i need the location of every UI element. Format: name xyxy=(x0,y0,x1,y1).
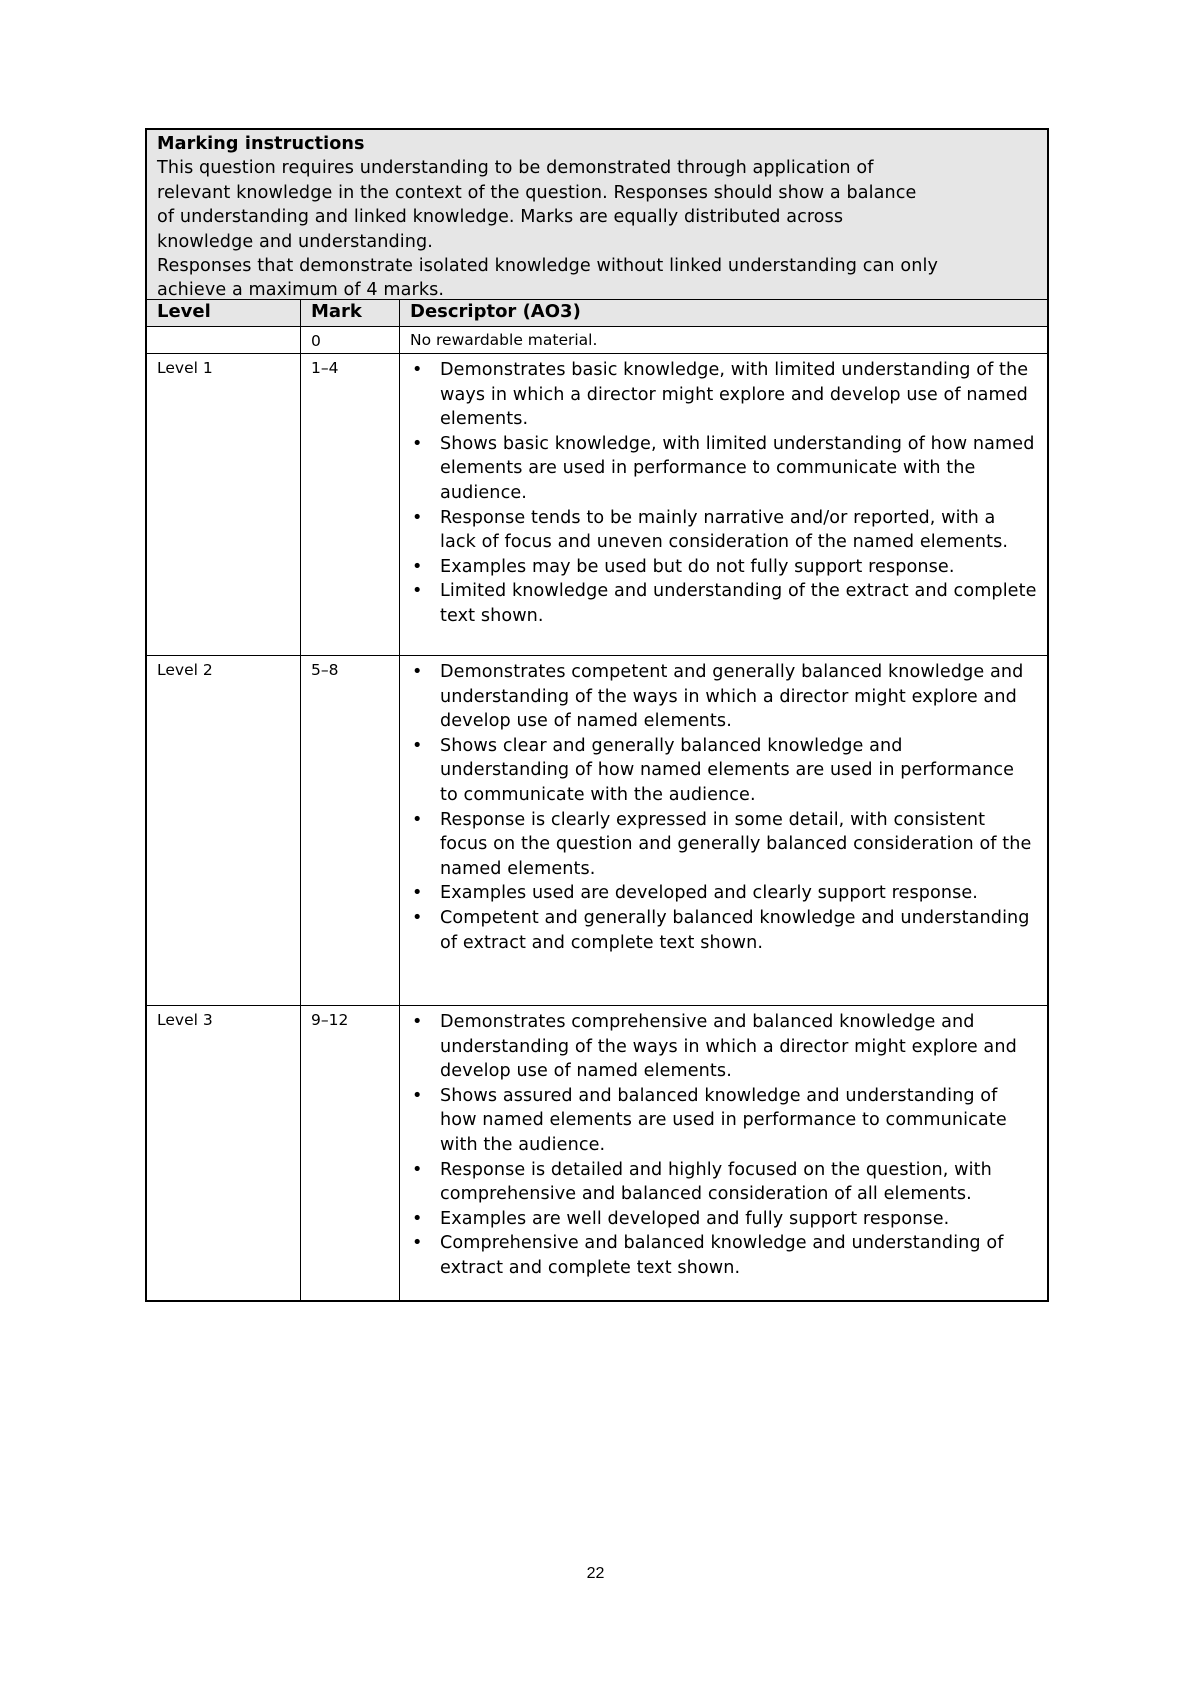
bullet-text: Limited knowledge and understanding of the extract and complete text shown. xyxy=(440,581,1037,626)
bullet-text: Shows basic knowledge, with limited understanding of how named elements are used in performance to communicate with the audience. xyxy=(440,433,1035,503)
descriptor-cell xyxy=(400,354,1047,655)
bullet-icon: • xyxy=(412,1085,423,1106)
bullet-icon: • xyxy=(412,809,423,830)
bullet-icon: • xyxy=(412,581,423,602)
level-cell: Level 2 xyxy=(147,656,301,1005)
instruction-line: relevant knowledge in the context of the question. Responses should show a balance xyxy=(157,182,917,203)
bullet-text: Examples used are developed and clearly support response. xyxy=(440,883,978,904)
bullet-icon: • xyxy=(412,907,423,928)
instruction-line: This question requires understanding to be demonstrated through application of xyxy=(157,158,874,179)
bullet-icon: • xyxy=(412,1012,423,1032)
table-row-zero xyxy=(147,327,1047,354)
page-number: 22 xyxy=(586,1565,605,1582)
bullet-text: Demonstrates comprehensive and balanced knowledge and understanding of the ways in which a director might explore and develop use of named elements. xyxy=(440,1012,1017,1082)
bullet-icon: • xyxy=(412,556,423,577)
bullet-icon: • xyxy=(412,735,423,756)
bullet-text: Examples are well developed and fully support response. xyxy=(440,1208,950,1229)
descriptor-bullet xyxy=(410,1207,1037,1232)
descriptor-list xyxy=(410,1010,1037,1281)
bullet-text: Response tends to be mainly narrative and/or reported, with a lack of focus and uneven consideration of the named elements. xyxy=(440,507,1009,553)
descriptor-bullet xyxy=(410,881,1037,906)
level-cell: Level 1 xyxy=(147,354,301,655)
instruction-line: knowledge and understanding. xyxy=(157,231,433,252)
bullet-text: Demonstrates competent and generally balanced knowledge and understanding of the ways in which a director might explore and develop use of named elements. xyxy=(440,662,1024,732)
bullet-icon: • xyxy=(412,360,423,380)
table-row-level-3 xyxy=(147,1006,1047,1302)
mark-cell: 5–8 xyxy=(301,656,400,1005)
descriptor-bullet xyxy=(410,1084,1037,1158)
level-cell: Level 3 xyxy=(147,1006,301,1302)
bullet-text: Response is detailed and highly focused on the question, with comprehensive and balanced consideration of all elements. xyxy=(440,1159,992,1205)
header-mark: Mark xyxy=(301,300,400,326)
descriptor-bullet xyxy=(410,1158,1037,1207)
descriptor-cell xyxy=(400,656,1047,1005)
bullet-text: Competent and generally balanced knowledge and understanding of extract and complete text shown. xyxy=(440,907,1030,953)
instruction-line: achieve a maximum of 4 marks. xyxy=(157,280,445,301)
descriptor-bullet xyxy=(410,660,1037,734)
descriptor-bullet xyxy=(410,506,1037,555)
descriptor-bullet xyxy=(410,1010,1037,1084)
instruction-line: of understanding and linked knowledge. Marks are equally distributed across xyxy=(157,207,844,228)
header-level: Level xyxy=(147,300,301,326)
descriptor-cell xyxy=(400,1006,1047,1302)
descriptor-bullet xyxy=(410,906,1037,955)
bullet-icon: • xyxy=(412,662,423,682)
descriptor-bullet xyxy=(410,579,1037,628)
mark-cell: 0 xyxy=(301,327,400,353)
mark-cell: 9–12 xyxy=(301,1006,400,1302)
bullet-icon: • xyxy=(412,1208,423,1229)
descriptor-list xyxy=(410,660,1037,955)
marking-instructions-title: Marking instructions xyxy=(157,134,365,154)
level-cell xyxy=(147,327,301,353)
bullet-text: Demonstrates basic knowledge, with limited understanding of the ways in which a director might explore and develop use of named elements. xyxy=(440,360,1029,430)
bullet-icon: • xyxy=(412,1159,423,1180)
bullet-text: Response is clearly expressed in some detail, with consistent focus on the question and generally balanced consideration of the named elements. xyxy=(440,809,1032,879)
bullet-icon: • xyxy=(412,1233,423,1254)
descriptor-bullet xyxy=(410,808,1037,882)
bullet-text: Shows assured and balanced knowledge and understanding of how named elements are used in performance to communicate with the audience. xyxy=(440,1085,1007,1155)
table-row-level-1 xyxy=(147,354,1047,656)
descriptor-bullet xyxy=(410,555,1037,580)
descriptor-bullet xyxy=(410,734,1037,808)
descriptor-cell: No rewardable material. xyxy=(410,331,598,349)
marking-instructions xyxy=(147,130,1047,300)
header-descriptor: Descriptor (AO3) xyxy=(410,301,581,322)
bullet-icon: • xyxy=(412,507,423,528)
bullet-text: Shows clear and generally balanced knowledge and understanding of how named elements are used in performance to communicate with the audience. xyxy=(440,735,1015,805)
descriptor-list xyxy=(410,358,1037,629)
descriptor-bullet xyxy=(410,1231,1037,1280)
bullet-text: Examples may be used but do not fully support response. xyxy=(440,556,955,577)
bullet-icon: • xyxy=(412,883,423,904)
mark-scheme-table xyxy=(145,128,1049,1302)
bullet-icon: • xyxy=(412,433,423,454)
table-header-row xyxy=(147,300,1047,327)
descriptor-bullet xyxy=(410,358,1037,432)
mark-cell: 1–4 xyxy=(301,354,400,655)
descriptor-bullet xyxy=(410,432,1037,506)
instruction-line: Responses that demonstrate isolated knowledge without linked understanding can only xyxy=(157,256,938,277)
table-row-level-2 xyxy=(147,656,1047,1006)
bullet-text: Comprehensive and balanced knowledge and understanding of extract and complete text shown. xyxy=(440,1233,1004,1278)
